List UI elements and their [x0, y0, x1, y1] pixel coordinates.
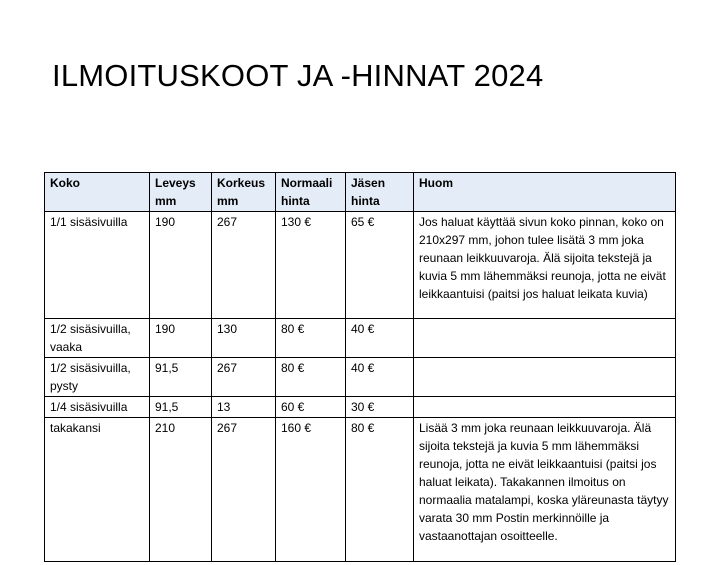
price-table	[44, 172, 676, 562]
cell-korkeus: 267	[212, 358, 276, 397]
cell-leveys: 190	[150, 319, 212, 358]
table-row	[45, 418, 676, 562]
cell-huom	[414, 319, 676, 358]
table-header	[45, 173, 676, 212]
cell-jasen-hinta: 40 €	[346, 358, 414, 397]
table-row	[45, 212, 676, 319]
cell-normaali-hinta: 80 €	[276, 358, 346, 397]
cell-leveys: 210	[150, 418, 212, 562]
cell-koko: takakansi	[45, 418, 150, 562]
cell-normaali-hinta: 60 €	[276, 397, 346, 418]
cell-huom	[414, 358, 676, 397]
cell-normaali-hinta: 80 €	[276, 319, 346, 358]
cell-koko: 1/2 sisäsivuilla, pysty	[45, 358, 150, 397]
header-korkeus: Korkeus mm	[212, 173, 276, 212]
page-title: ILMOITUSKOOT JA -HINNAT 2024	[52, 58, 544, 93]
cell-jasen-hinta: 65 €	[346, 212, 414, 319]
table-body	[45, 212, 676, 562]
table-row	[45, 319, 676, 358]
cell-korkeus: 267	[212, 212, 276, 319]
cell-jasen-hinta: 30 €	[346, 397, 414, 418]
cell-leveys: 91,5	[150, 397, 212, 418]
cell-leveys: 91,5	[150, 358, 212, 397]
cell-koko: 1/2 sisäsivuilla, vaaka	[45, 319, 150, 358]
cell-normaali-hinta: 160 €	[276, 418, 346, 562]
header-row	[45, 173, 676, 212]
cell-jasen-hinta: 80 €	[346, 418, 414, 562]
cell-huom: Lisää 3 mm joka reunaan leikkuuvaroja. Älä sijoita tekstejä ja kuvia 5 mm lähemmäksi reunoja, jotta ne eivät leikkaantuisi (paitsi jos haluat leikata). Takakannen ilmoitus on normaalia matalampi, koska yläreunasta täytyy varata 30 mm Postin merkinnöille ja vastaanottajan osoitteelle.	[414, 418, 676, 562]
cell-leveys: 190	[150, 212, 212, 319]
header-huom: Huom	[414, 173, 676, 212]
table-row	[45, 358, 676, 397]
cell-koko: 1/4 sisäsivuilla	[45, 397, 150, 418]
cell-korkeus: 130	[212, 319, 276, 358]
cell-jasen-hinta: 40 €	[346, 319, 414, 358]
cell-korkeus: 267	[212, 418, 276, 562]
cell-normaali-hinta: 130 €	[276, 212, 346, 319]
header-leveys: Leveys mm	[150, 173, 212, 212]
header-jasen-hinta: Jäsen hinta	[346, 173, 414, 212]
cell-huom: Jos haluat käyttää sivun koko pinnan, koko on 210x297 mm, johon tulee lisätä 3 mm joka reunaan leikkuuvaroja. Älä sijoita tekstejä ja kuvia 5 mm lähemmäksi reunoja, jotta ne eivät leikkaantuisi (paitsi jos haluat leikata kuvia)	[414, 212, 676, 319]
cell-huom	[414, 397, 676, 418]
cell-koko: 1/1 sisäsivuilla	[45, 212, 150, 319]
cell-korkeus: 13	[212, 397, 276, 418]
header-koko: Koko	[45, 173, 150, 212]
header-normaali-hinta: Normaali hinta	[276, 173, 346, 212]
table-row	[45, 397, 676, 418]
